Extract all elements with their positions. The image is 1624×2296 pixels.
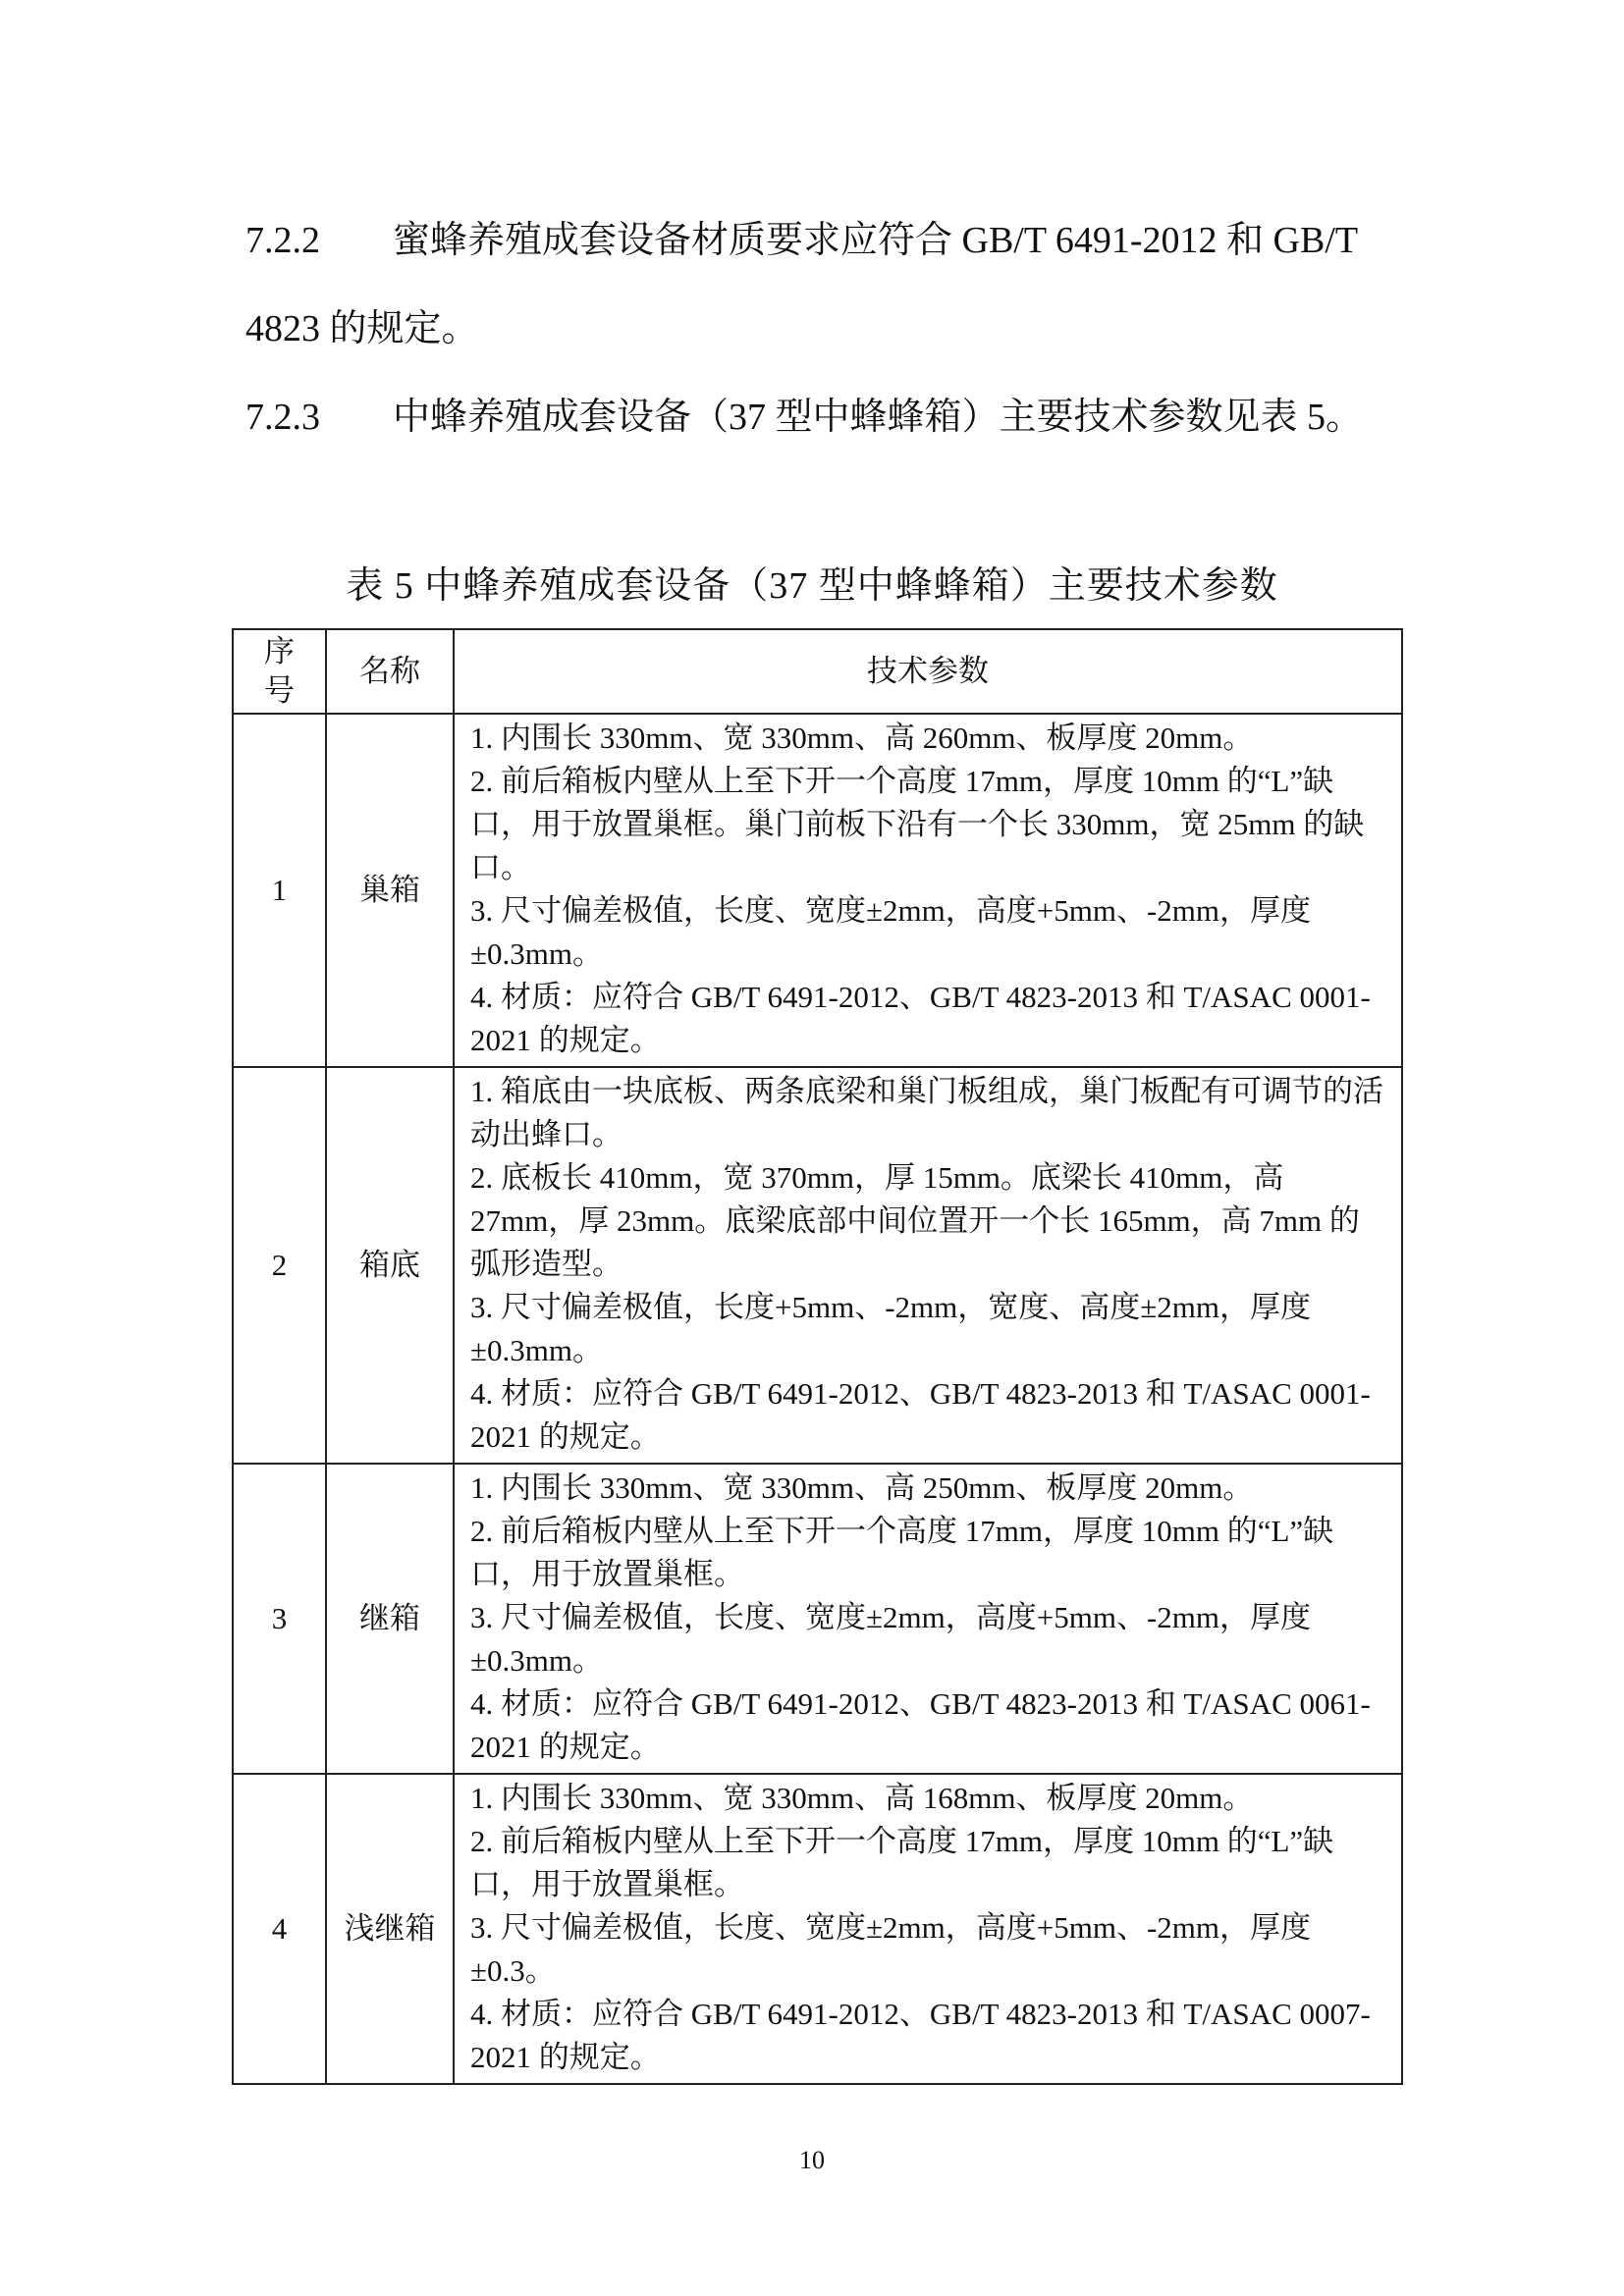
paragraph-7-2-2 — [245, 196, 1394, 373]
paragraph-text: 蜜蜂养殖成套设备材质要求应符合 GB/T 6491-2012 和 GB/T 4823 的规定。 — [245, 220, 1358, 349]
row-name: 巢箱 — [326, 714, 454, 1067]
header-params: 技术参数 — [454, 629, 1402, 714]
param-line: 1. 内围长 330mm、宽 330mm、高 168mm、板厚度 20mm。 — [470, 1781, 1254, 1815]
table-row — [233, 1464, 1402, 1774]
table-caption: 表 5 中蜂养殖成套设备（37 型中蜂蜂箱）主要技术参数 — [346, 565, 1278, 607]
param-line: 1. 内围长 330mm、宽 330mm、高 260mm、板厚度 20mm。 — [470, 721, 1254, 755]
header-name: 名称 — [326, 629, 454, 714]
row-seq: 1 — [233, 714, 326, 1067]
row-params — [454, 1774, 1402, 2084]
row-params — [454, 1464, 1402, 1774]
param-line: 1. 箱底由一块底板、两条底梁和巢门板组成，巢门板配有可调节的活动出蜂口。 — [470, 1074, 1383, 1151]
param-line: 3. 尺寸偏差极值，长度、宽度±2mm，高度+5mm、-2mm，厚度±0.3mm。 — [470, 1600, 1311, 1678]
table-row — [233, 714, 1402, 1067]
param-line: 2. 前后箱板内壁从上至下开一个高度 17mm，厚度 10mm 的“L”缺口，用于放置巢框。 — [470, 1824, 1334, 1901]
table-row — [233, 1774, 1402, 2084]
param-line: 3. 尺寸偏差极值，长度、宽度±2mm，高度+5mm、-2mm，厚度±0.3。 — [470, 1910, 1311, 1988]
param-line: 2. 前后箱板内壁从上至下开一个高度 17mm，厚度 10mm 的“L”缺口，用于放置巢框。巢门前板下沿有一个长 330mm，宽 25mm 的缺口。 — [470, 764, 1365, 884]
param-line: 4. 材质：应符合 GB/T 6491-2012、GB/T 4823-2013 和 T/ASAC 0001-2021 的规定。 — [470, 980, 1371, 1057]
row-seq: 3 — [233, 1464, 326, 1774]
row-params — [454, 714, 1402, 1067]
paragraph-text: 中蜂养殖成套设备（37 型中蜂蜂箱）主要技术参数见表 5。 — [393, 397, 1364, 438]
row-name: 继箱 — [326, 1464, 454, 1774]
param-line: 4. 材质：应符合 GB/T 6491-2012、GB/T 4823-2013 和 T/ASAC 0001-2021 的规定。 — [470, 1376, 1371, 1454]
param-line: 2. 底板长 410mm，宽 370mm，厚 15mm。底梁长 410mm，高 27mm，厚 23mm。底梁底部中间位置开一个长 165mm，高 7mm 的弧形造型。 — [470, 1160, 1360, 1281]
param-line: 4. 材质：应符合 GB/T 6491-2012、GB/T 4823-2013 和 T/ASAC 0061-2021 的规定。 — [470, 1686, 1371, 1764]
paragraph-7-2-3 — [245, 373, 1394, 461]
row-name: 箱底 — [326, 1067, 454, 1464]
row-name: 浅继箱 — [326, 1774, 454, 2084]
technical-parameters-table — [232, 628, 1403, 2085]
param-line: 3. 尺寸偏差极值，长度+5mm、-2mm，宽度、高度±2mm，厚度±0.3mm。 — [470, 1290, 1311, 1367]
header-seq-bottom: 号 — [264, 673, 295, 708]
param-line: 3. 尺寸偏差极值，长度、宽度±2mm，高度+5mm、-2mm，厚度±0.3mm。 — [470, 893, 1311, 971]
table-row — [233, 1067, 1402, 1464]
row-params — [454, 1067, 1402, 1464]
section-number: 7.2.2 — [245, 220, 320, 261]
page-number: 10 — [799, 2146, 825, 2174]
param-line: 1. 内围长 330mm、宽 330mm、高 250mm、板厚度 20mm。 — [470, 1470, 1254, 1505]
param-line: 2. 前后箱板内壁从上至下开一个高度 17mm，厚度 10mm 的“L”缺口，用于放置巢框。 — [470, 1514, 1334, 1591]
section-number: 7.2.3 — [245, 397, 320, 438]
header-seq — [233, 629, 326, 714]
row-seq: 2 — [233, 1067, 326, 1464]
param-line: 4. 材质：应符合 GB/T 6491-2012、GB/T 4823-2013 和 T/ASAC 0007-2021 的规定。 — [470, 1997, 1371, 2074]
row-seq: 4 — [233, 1774, 326, 2084]
header-seq-top: 序 — [264, 634, 295, 668]
table-header-row — [233, 629, 1402, 714]
